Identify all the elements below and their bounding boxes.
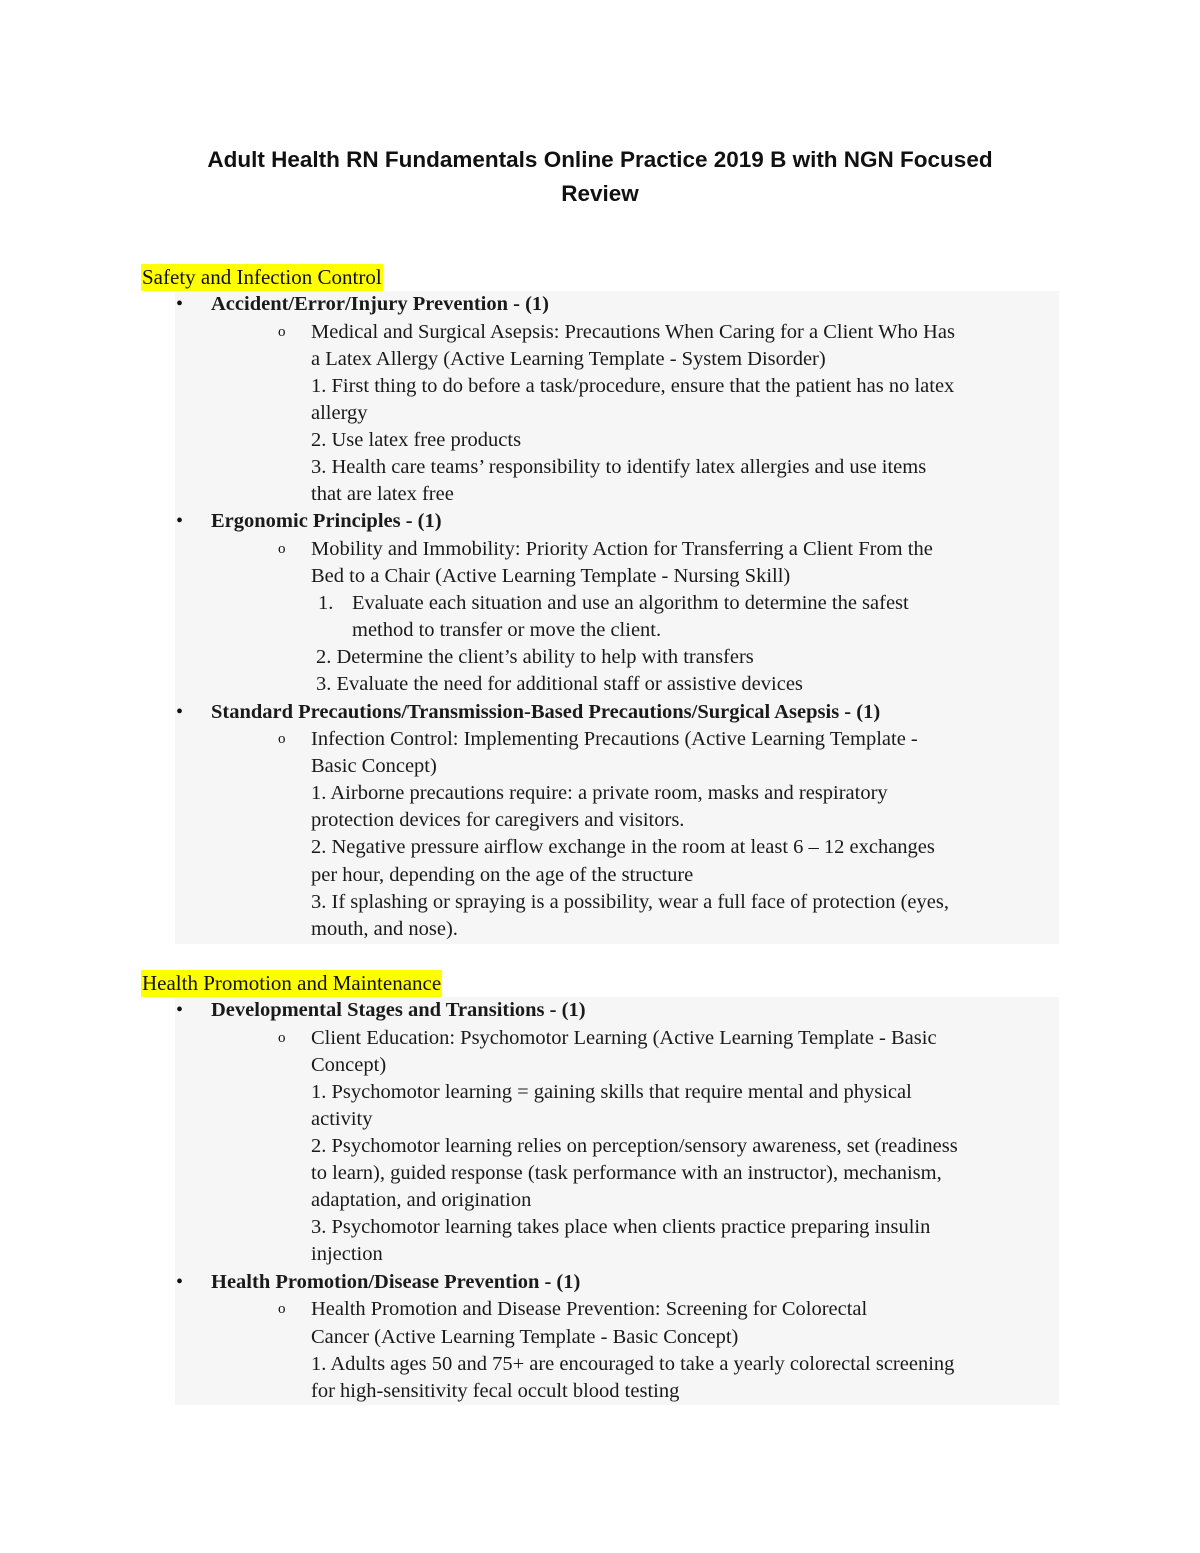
subtopic-line: Cancer (Active Learning Template - Basic Concept) bbox=[311, 1326, 739, 1348]
topic-heading: Health Promotion/Disease Prevention - (1) bbox=[211, 1271, 581, 1293]
note-line: adaptation, and origination bbox=[311, 1189, 532, 1211]
note-line: 3. Evaluate the need for additional staff or assistive devices bbox=[316, 673, 803, 695]
topic-heading: Developmental Stages and Transitions - (1) bbox=[211, 999, 586, 1021]
bullet-icon: • bbox=[176, 701, 184, 723]
bullet-icon: • bbox=[176, 510, 184, 532]
note-line: 1. Airborne precautions require: a private room, masks and respiratory bbox=[311, 782, 888, 804]
section-title: Safety and Infection Control bbox=[142, 265, 382, 289]
title-line-1: Adult Health RN Fundamentals Online Practice 2019 B with NGN Focused bbox=[207, 147, 993, 172]
note-line: method to transfer or move the client. bbox=[352, 619, 662, 641]
note-line: 2. Determine the client’s ability to help with transfers bbox=[316, 646, 754, 668]
note-line: Evaluate each situation and use an algorithm to determine the safest bbox=[352, 592, 909, 614]
note-number: 1. bbox=[318, 592, 334, 614]
sub-bullet-icon: o bbox=[278, 1301, 286, 1317]
subtopic-line: Health Promotion and Disease Prevention: Screening for Colorectal bbox=[311, 1298, 868, 1320]
subtopic-line: Infection Control: Implementing Precautions (Active Learning Template - bbox=[311, 728, 918, 750]
sub-bullet-icon: o bbox=[278, 324, 286, 340]
topic-heading: Standard Precautions/Transmission-Based Precautions/Surgical Asepsis - (1) bbox=[211, 701, 881, 723]
subtopic-line: Basic Concept) bbox=[311, 755, 437, 777]
note-line: 1. Psychomotor learning = gaining skills that require mental and physical bbox=[311, 1081, 912, 1103]
note-line: protection devices for caregivers and visitors. bbox=[311, 809, 685, 831]
note-line: for high-sensitivity fecal occult blood testing bbox=[311, 1380, 680, 1402]
note-line: activity bbox=[311, 1108, 373, 1130]
note-line: 3. Health care teams’ responsibility to identify latex allergies and use items bbox=[311, 456, 927, 478]
note-line: 3. If splashing or spraying is a possibility, wear a full face of protection (eyes, bbox=[311, 891, 949, 913]
note-line: per hour, depending on the age of the structure bbox=[311, 864, 694, 886]
note-line: 3. Psychomotor learning takes place when clients practice preparing insulin bbox=[311, 1216, 931, 1238]
sub-bullet-icon: o bbox=[278, 731, 286, 747]
note-line: mouth, and nose). bbox=[311, 918, 458, 940]
note-line: to learn), guided response (task performance with an instructor), mechanism, bbox=[311, 1162, 942, 1184]
note-line: that are latex free bbox=[311, 483, 454, 505]
note-line: 2. Negative pressure airflow exchange in the room at least 6 – 12 exchanges bbox=[311, 836, 935, 858]
bullet-icon: • bbox=[176, 293, 184, 315]
subtopic-line: Concept) bbox=[311, 1054, 387, 1076]
subtopic-line: Mobility and Immobility: Priority Action for Transferring a Client From the bbox=[311, 538, 933, 560]
subtopic-line: Client Education: Psychomotor Learning (Active Learning Template - Basic bbox=[311, 1027, 937, 1049]
sub-bullet-icon: o bbox=[278, 1030, 286, 1046]
note-line: allergy bbox=[311, 402, 368, 424]
topic-heading: Ergonomic Principles - (1) bbox=[211, 510, 442, 532]
section-title: Health Promotion and Maintenance bbox=[142, 971, 442, 995]
subtopic-line: Medical and Surgical Asepsis: Precautions When Caring for a Client Who Has bbox=[311, 321, 955, 343]
note-line: 2. Use latex free products bbox=[311, 429, 522, 451]
sub-bullet-icon: o bbox=[278, 541, 286, 557]
note-line: injection bbox=[311, 1243, 383, 1265]
subtopic-line: a Latex Allergy (Active Learning Template - System Disorder) bbox=[311, 348, 826, 370]
note-line: 1. First thing to do before a task/procedure, ensure that the patient has no latex bbox=[311, 375, 955, 397]
note-line: 2. Psychomotor learning relies on perception/sensory awareness, set (readiness bbox=[311, 1135, 958, 1157]
note-line: 1. Adults ages 50 and 75+ are encouraged to take a yearly colorectal screening bbox=[311, 1353, 955, 1375]
subtopic-line: Bed to a Chair (Active Learning Template - Nursing Skill) bbox=[311, 565, 791, 587]
bullet-icon: • bbox=[176, 1271, 184, 1293]
topic-heading: Accident/Error/Injury Prevention - (1) bbox=[211, 293, 549, 315]
bullet-icon: • bbox=[176, 999, 184, 1021]
title-line-2: Review bbox=[561, 181, 639, 206]
document-title bbox=[150, 143, 1050, 211]
